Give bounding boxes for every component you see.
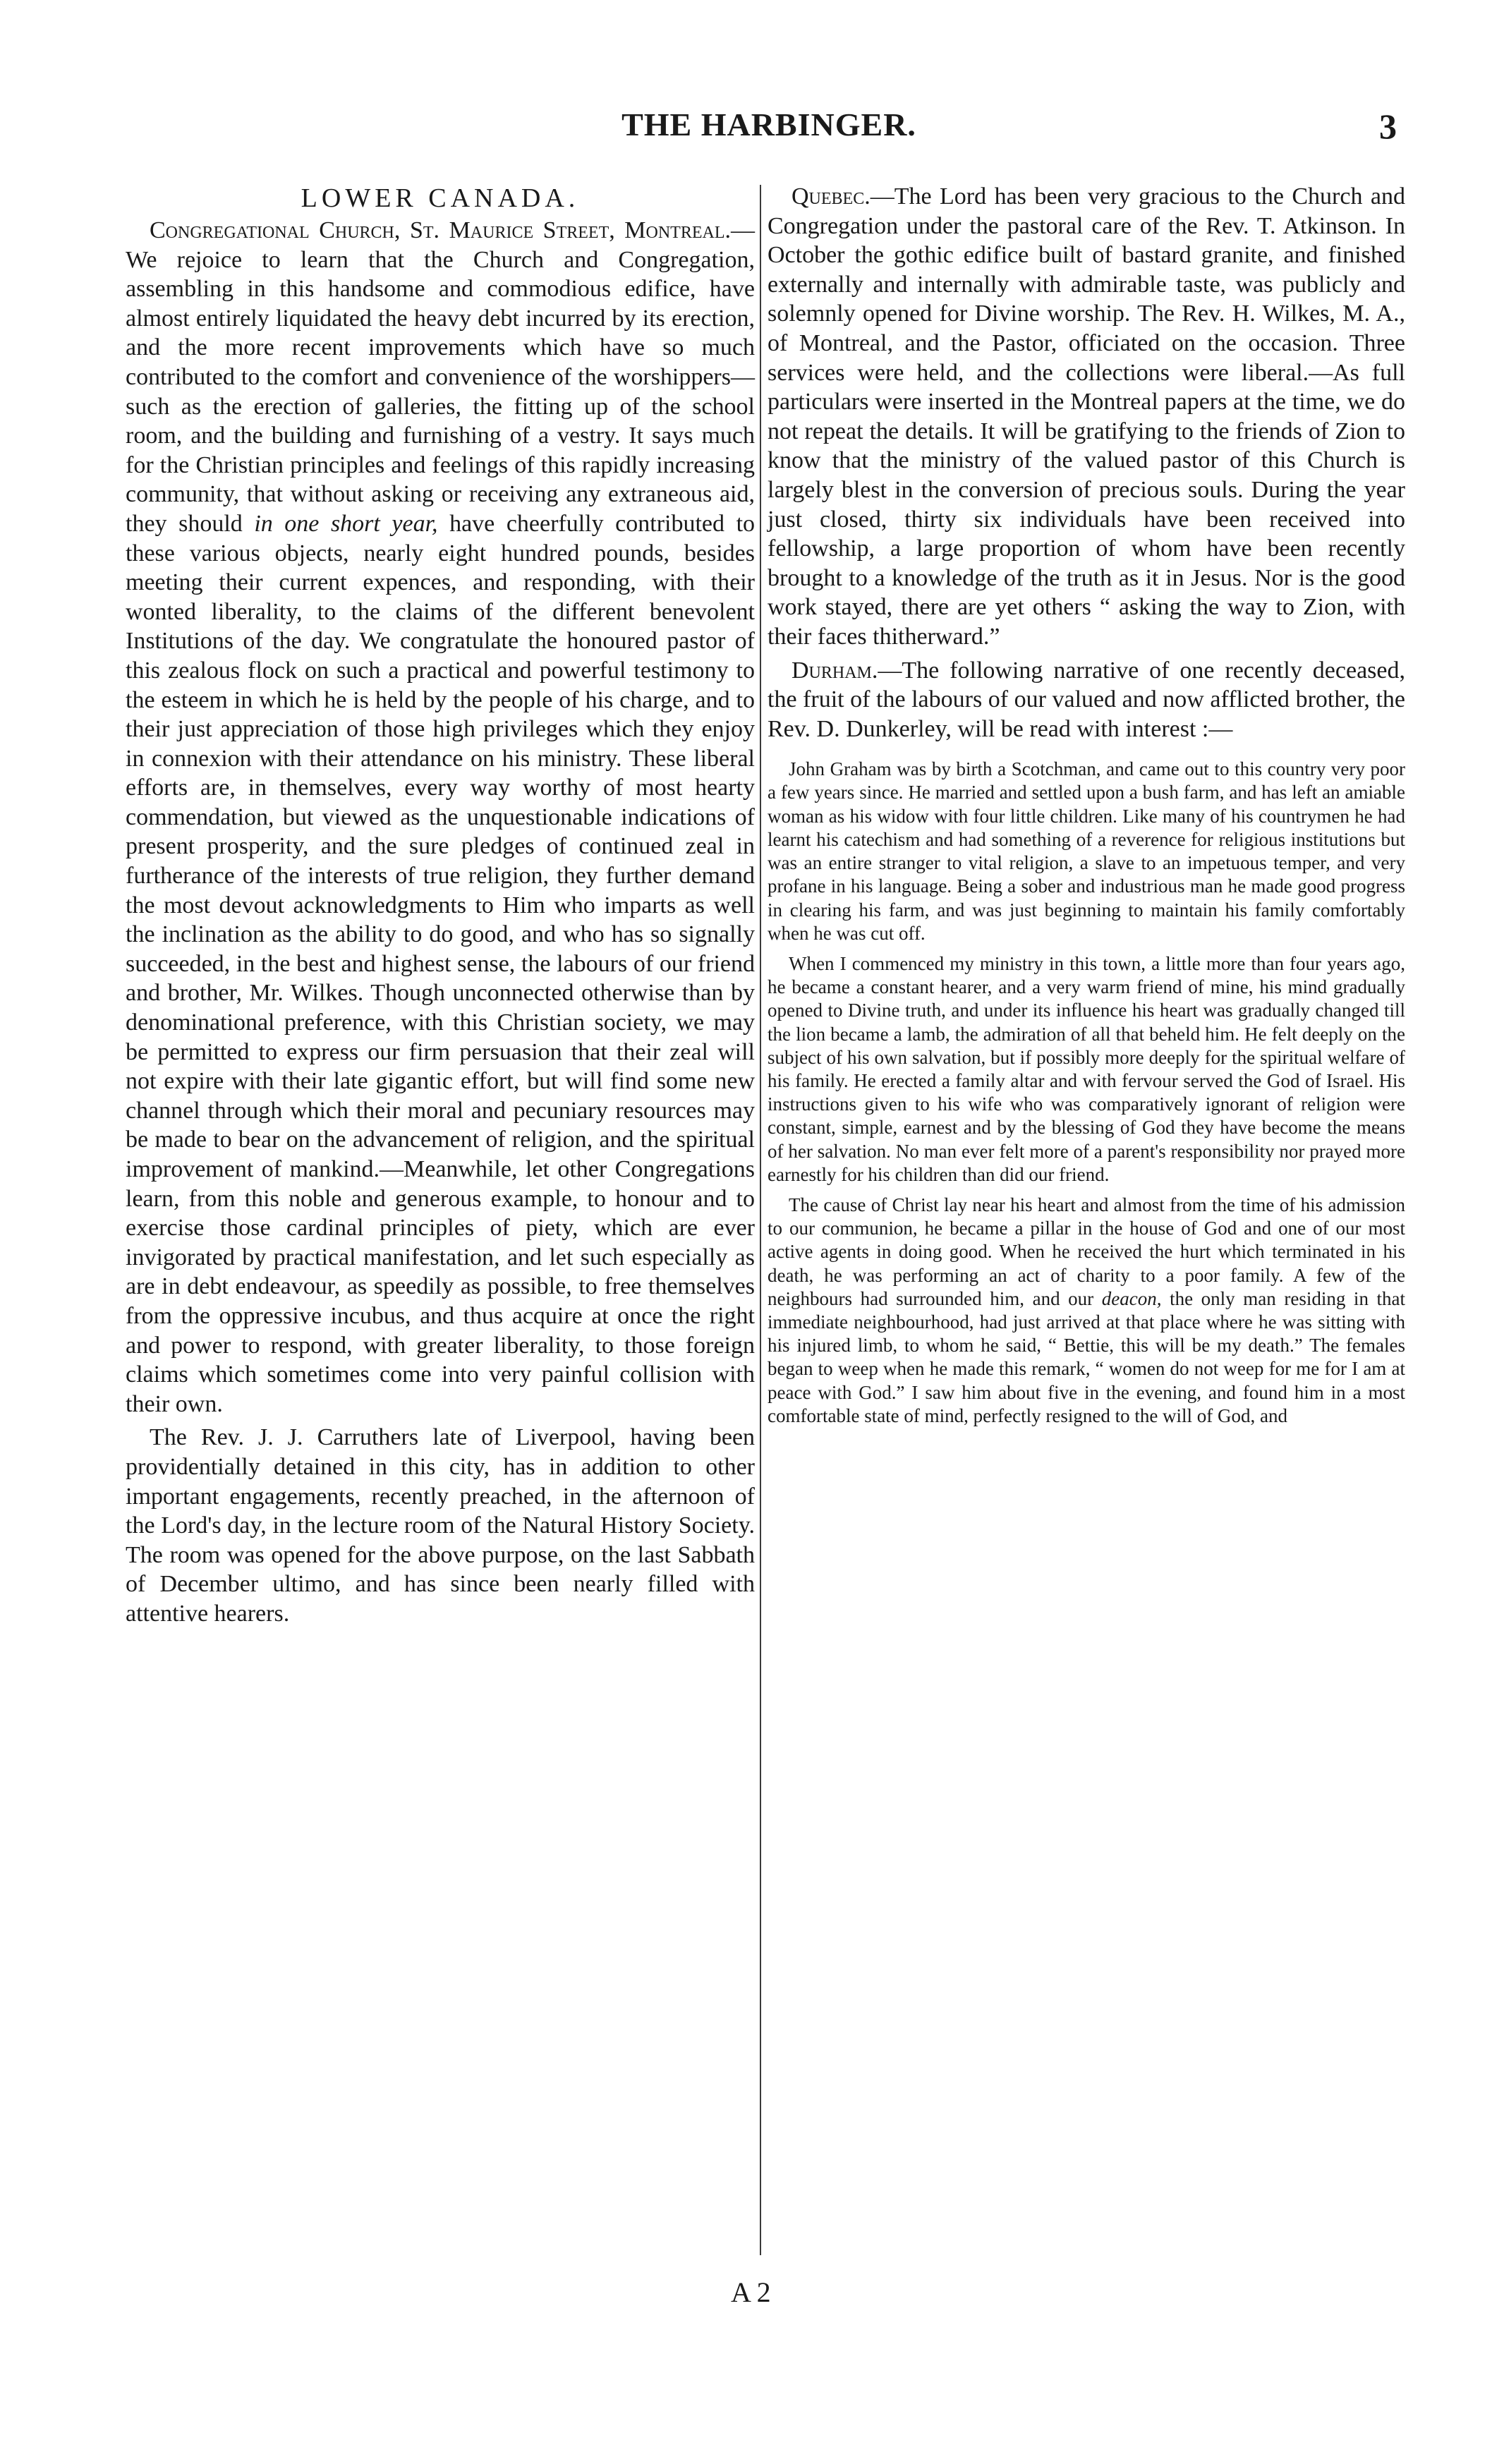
article-text: —The Lord has been very gracious to the Church and Congregation under the pastoral care of the Rev. T. Atkinson. In October the gothic edifice built of bastard granite, and finished externally and internally with admirable taste, was publicly and solemnly opened for Divine worship. The Rev. H. Wilkes, M. A., of Montreal, and the Pastor, officiated on the occasion. Three services were held, and the collections were liberal.—As full particulars were inserted in the Montreal papers at the time, we do not repeat the details. It will be gratifying to the friends of Zion to know that the ministry of the valued pastor of this Church is largely blest in the conversion of precious souls. During the year just closed, thirty six individuals have been received into fellowship, a large proportion of whom have been recently brought to a knowledge of the truth as it in Jesus. Nor is the good work stayed, there are yet others “ asking the way to Zion, with their faces thitherward.” xyxy=(768,183,1405,650)
signature-mark: A 2 xyxy=(731,2276,771,2308)
narrative-text: The cause of Christ lay near his heart and almost from the time of his admission to our communion, he became a pillar in the house of God and one of our most active agents in doing good. When he received the hurt which terminated in his death, he was performing an act of charity to a poor family. A few of the neighbours had surrounded him, and our xyxy=(768,1194,1405,1309)
narrative-text-continued: the only man residing in that immediate neighbourhood, had just arrived at that place where he was sitting with his injured limb, to whom he said, “ Bettie, this will be my death.” The females began to weep when he made this remark, “ women do not weep for me for I am at peace with God.” I saw him about five in the evening, and found him in a most comfortable state of mind, perfectly resigned to the will of God, and xyxy=(768,1287,1406,1426)
section-heading: LOWER CANADA. xyxy=(301,183,580,213)
page-header xyxy=(127,106,1411,169)
narrative-paragraph-1: John Graham was by birth a Scotchman, and came out to this country very poor a few years since. He married and settled upon a bush farm, and has left an amiable woman as his widow with four little children. Like many of his countrymen he had learnt his catechism and had something of a reverence for religious institutions but was an entire stranger to vital religion, a slave to an impetuous temper, and very profane in his language. Being a sober and industrious man he made good progress in clearing his farm, and was just beginning to maintain his family comfortably when he was cut off. xyxy=(768,758,1405,944)
article-lead: Durham. xyxy=(792,657,878,684)
column-divider xyxy=(760,185,761,2255)
article-durham xyxy=(768,656,1405,744)
article-emphasis: in one short year, xyxy=(254,510,438,537)
article-lead: Congregational Church, St. Maurice Street, Montreal. xyxy=(150,217,731,243)
article-text: —The following narrative of one recently deceased, the fruit of the labours of our valued and now afflicted brother, the Rev. D. Dunkerley, will be read with interest :— xyxy=(768,657,1405,742)
article-text: —We rejoice to learn that the Church and Congregation, assembling in this handsome and commodious edifice, have almost entirely liquidated the heavy debt incurred by its erection, and the more recent improvements which have so much contributed to the comfort and convenience of the worshippers—such as the erection of galleries, the fitting up of the school room, and the building and furnishing of a vestry. It says much for the Christian principles and feelings of this rapidly increasing community, that without asking or receiving any extraneous aid, they should xyxy=(126,217,755,537)
narrative-paragraph-2: When I commenced my ministry in this town, a little more than four years ago, he became a constant hearer, and a very warm friend of mine, his mind gradually opened to Divine truth, and under its influence his heart was gradually changed till the lion became a lamb, the admiration of all that beheld him. He felt deeply on the subject of his own salvation, but if possibly more deeply for the spiritual welfare of his family. He erected a family altar and with fervour served the God of Israel. His instructions given to his wife who was comparatively ignorant of religion were constant, simple, earnest and by the blessing of God they have become the means of her salvation. No man ever felt more of a parent's responsibility nor prayed more earnestly for his children than did our friend. xyxy=(768,952,1405,1185)
article-carruthers: The Rev. J. J. Carruthers late of Liverpool, having been providentially detained in this city, has in addition to other important engagements, recently preached, in the afternoon of the Lord's day, in the lecture room of the Natural History Society. The room was opened for the above purpose, on the last Sabbath of December ultimo, and has since been nearly filled with attentive hearers. xyxy=(126,1424,755,1627)
right-column xyxy=(768,182,1405,1428)
running-title: THE HARBINGER. xyxy=(621,107,916,142)
narrative-emphasis: deacon, xyxy=(1101,1287,1162,1309)
left-column xyxy=(126,182,755,1629)
page-number: 3 xyxy=(1379,107,1397,146)
article-lead: Quebec. xyxy=(792,183,871,210)
article-quebec xyxy=(768,182,1405,652)
article-text-continued: have cheerfully contributed to these various objects, nearly eight hundred pounds, besides meeting their current expences, and responding, with their wonted liberality, to the claims of the different benevolent Institutions of the day. We congratulate the honoured pastor of this zealous flock on such a practical and powerful testimony to the esteem in which he is held by the people of his charge, and to their just appreciation of those high privileges which they enjoy in connexion with their attendance on his ministry. These liberal efforts are, in themselves, every way worthy of most hearty commendation, but viewed as the unquestionable indications of present prosperity, and the sure pledges of continued zeal in furtherance of the interests of true religion, they further demand the most devout acknowledgments to Him who imparts as well the inclination as the ability to do good, and who has so signally succeeded, in the best and highest sense, the labours of our friend and brother, Mr. Wilkes. Though unconnected otherwise than by denominational preference, with this Christian society, we may be permitted to express our firm persuasion that their zeal will not expire with their late gigantic effort, but will find some new channel through which their moral and pecuniary resources may be made to bear on the advancement of religion, and the spiritual improvement of mankind.—Meanwhile, let other Congregations learn, from this noble and generous example, to honour and to exercise those cardinal principles of piety, which are ever invigorated by practical manifestation, and let such especially as are in debt endeavour, as speedily as possible, to free themselves from the oppressive incubus, and thus acquire at once the right and power to respond, with greater liberality, to those foreign claims which sometimes come into very painful collision with their own. xyxy=(126,510,756,1417)
narrative-paragraph-3 xyxy=(768,1194,1405,1428)
article-montreal xyxy=(126,216,755,1419)
